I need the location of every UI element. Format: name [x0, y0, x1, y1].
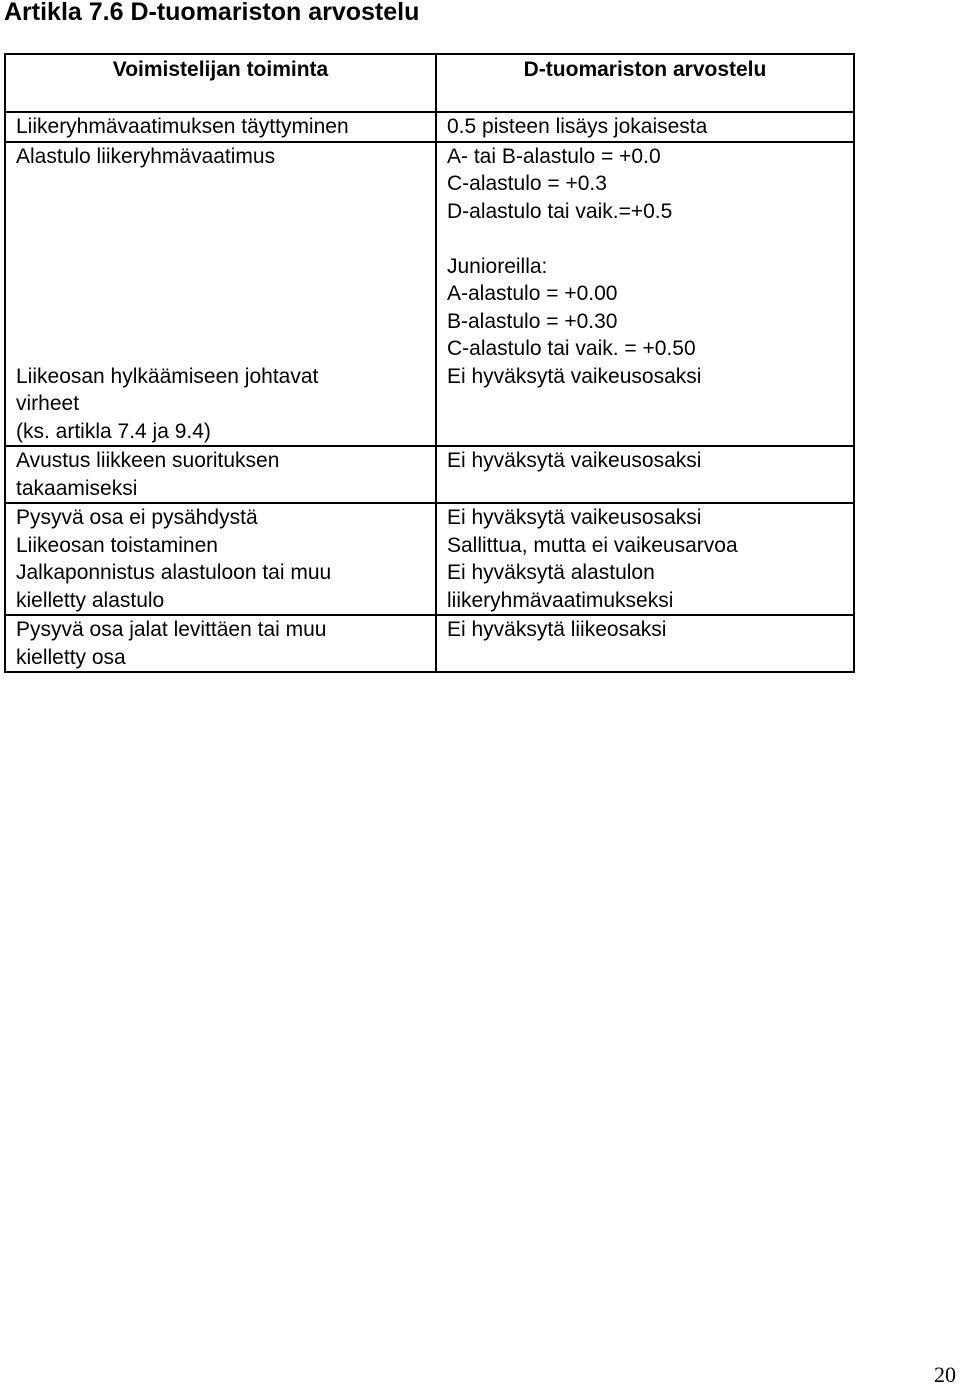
cell-line: Ei hyväksytä liikeosaksi — [447, 618, 667, 641]
cell-line: C-alastulo tai vaik. = +0.50 — [447, 337, 696, 360]
cell-line: B-alastulo = +0.30 — [447, 309, 618, 333]
cell-line: Liikeryhmävaatimuksen täyttyminen — [16, 115, 349, 138]
table-row — [5, 363, 854, 447]
evaluation-cell — [436, 112, 854, 142]
table-row — [5, 532, 854, 560]
gymnast-action-cell — [5, 503, 436, 532]
cell-line: Ei hyväksytä vaikeusosaksi — [447, 364, 702, 388]
cell-line: Ei hyväksytä vaikeusosaksi — [447, 449, 702, 472]
header-d-jury-evaluation: D-tuomariston arvostelu — [436, 54, 854, 112]
gymnast-action-cell — [5, 363, 436, 447]
cell-line: kielletty alastulo — [16, 588, 165, 612]
table-row — [5, 615, 854, 672]
table-row — [5, 559, 854, 615]
cell-line: Ei hyväksytä alastulon — [447, 561, 655, 584]
cell-line: Sallittua, mutta ei vaikeusarvoa — [447, 533, 738, 557]
cell-line: virheet — [16, 392, 80, 415]
cell-line — [447, 225, 853, 253]
cell-line: kielletty osa — [16, 645, 126, 669]
gymnast-action-cell — [5, 559, 436, 615]
cell-line: Ei hyväksytä vaikeusosaksi — [447, 506, 702, 529]
evaluation-cell — [436, 615, 854, 672]
cell-line: Jalkaponnistus alastuloon tai muu — [16, 561, 332, 584]
cell-line: Alastulo liikeryhmävaatimus — [16, 144, 276, 168]
cell-line: Liikeosan hylkäämiseen johtavat — [16, 364, 319, 388]
cell-line: takaamiseksi — [16, 476, 138, 500]
gymnast-action-cell — [5, 112, 436, 142]
table-header-row — [5, 54, 854, 112]
cell-line: C-alastulo = +0.3 — [447, 172, 607, 195]
gymnast-action-cell — [5, 142, 436, 363]
scoring-table — [4, 53, 855, 673]
cell-line: Pysyvä osa ei pysähdystä — [16, 506, 258, 529]
gymnast-action-cell — [5, 446, 436, 503]
cell-line: D-alastulo tai vaik.=+0.5 — [447, 199, 673, 223]
evaluation-cell — [436, 446, 854, 503]
cell-line: Junioreilla: — [447, 254, 548, 278]
evaluation-cell — [436, 503, 854, 532]
cell-line: (ks. artikla 7.4 ja 9.4) — [16, 419, 211, 443]
cell-line: A- tai B-alastulo = +0.0 — [447, 144, 661, 168]
cell-line: liikeryhmävaatimukseksi — [447, 588, 674, 612]
cell-line: A-alastulo = +0.00 — [447, 282, 618, 305]
page-number: 20 — [934, 1362, 956, 1387]
cell-line: Liikeosan toistaminen — [16, 533, 218, 557]
evaluation-cell — [436, 559, 854, 615]
table-row — [5, 503, 854, 532]
table-row — [5, 112, 854, 142]
header-gymnast-action: Voimistelijan toiminta — [5, 54, 436, 112]
cell-line: Avustus liikkeen suorituksen — [16, 449, 280, 472]
page-title: Artikla 7.6 D-tuomariston arvostelu — [4, 0, 420, 26]
gymnast-action-cell — [5, 615, 436, 672]
evaluation-cell — [436, 363, 854, 447]
evaluation-cell — [436, 142, 854, 363]
gymnast-action-cell — [5, 532, 436, 560]
cell-line: Pysyvä osa jalat levittäen tai muu — [16, 618, 327, 641]
table-row — [5, 142, 854, 363]
cell-line: 0.5 pisteen lisäys jokaisesta — [447, 115, 708, 138]
evaluation-cell — [436, 532, 854, 560]
table-row — [5, 446, 854, 503]
